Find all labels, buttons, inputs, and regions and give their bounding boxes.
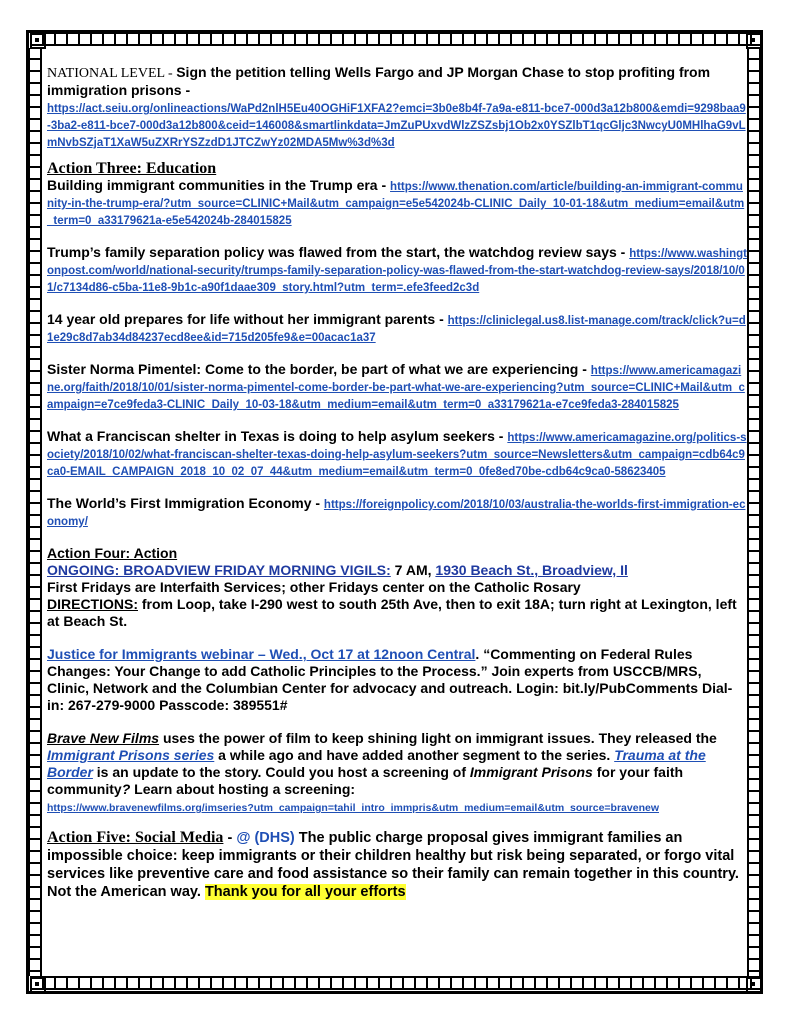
education-item-link[interactable]: https://www.thenation.com/article/building-an-immigrant-community-in-the-trump-era/?utm_source=CLINIC+Mail&utm_campaign=e5e542024b-CLINIC_Daily_10-01-18&utm_medium=email&utm_term=0_a33179621a-e5e542024b-284015825 <box>47 181 745 227</box>
immigrant-prisons-title: Immigrant Prisons <box>469 764 593 780</box>
immigrant-prisons-series-link[interactable]: Immigrant Prisons series <box>47 747 215 763</box>
border-corner <box>746 977 762 993</box>
webinar-paragraph <box>47 646 747 714</box>
border-pattern-left <box>28 48 42 976</box>
directions-text: from Loop, take I-290 west to south 25th Ave, then to exit 18A; turn right at Lexington, left at Beach St. <box>47 596 737 629</box>
education-item-link[interactable]: https://www.americamagazine.org/politics-society/2018/10/02/what-franciscan-shelter-texas-doing-help-asylum-seekers?utm_source=Newsletters&utm_campaign=cdb64c9ca0-EMAIL_CAMPAIGN_2018_10_02_07_44&utm_medium=email&utm_term=0_0fe8ed70be-cdb64c9ca0-58623405 <box>47 432 747 478</box>
webinar-link[interactable]: Justice for Immigrants webinar – Wed., Oct 17 at 12noon Central <box>47 646 476 662</box>
border-pattern-bottom <box>30 976 761 990</box>
education-item-link[interactable]: https://foreignpolicy.com/2018/10/03/australia-the-worlds-first-immigration-economy/ <box>47 499 746 528</box>
action-five-text: The public charge proposal gives immigrant families an impossible choice: keep immigrants or their children healthy but risk being separated, or forgo vital services like preventive care and food assistance so their family can remain together in this country. Not the American way. <box>47 830 739 900</box>
vigil-note: First Fridays are Interfaith Services; other Fridays center on the Catholic Rosary <box>47 579 581 595</box>
border-corner <box>746 33 762 49</box>
border-pattern-right <box>747 48 761 976</box>
education-item-link[interactable]: https://cliniclegal.us8.list-manage.com/track/click?u=d1e29c8d7ab34d84237ecd8ee&id=715d205fe9&e=00acac1a37 <box>47 315 746 344</box>
national-level-label: NATIONAL LEVEL - <box>47 66 177 81</box>
brave-new-films-link[interactable]: https://www.bravenewfilms.org/imseries?utm_campaign=tahil_intro_immpris&utm_medium=email&utm_source=bravenew <box>47 802 659 814</box>
thank-you-highlight: Thank you for all your efforts <box>204 884 406 900</box>
education-item-title: Trump’s family separation policy was flawed from the start, the watchdog review says - <box>47 244 630 260</box>
bnf-question: ? <box>121 781 131 797</box>
petition-link[interactable]: https://act.seiu.org/onlineactions/WaPd2nlH5Eu40OGHiF1XFA2?emci=3b0e8b4f-7a9a-e811-bce7-000d3a12b800&emdi=9298baa9-3ba2-e811-bce7-000d3a12b800&ceid=146008&smartlinkdata=JmZuPUxvdWlzZSZsbj1Ob2x0YSZlbT1qcGljc3NwcyU0MHlhaG9vLmNvbSZjaT1XaW5uZXRrYSZzdD1JTCZwYz02MDA5Mw%3d%3d <box>47 103 746 149</box>
national-level-text: Sign the petition telling Wells Fargo and JP Morgan Chase to stop profiting from immigration prisons - <box>47 64 711 98</box>
education-item-title: The World’s First Immigration Economy - <box>47 495 324 511</box>
education-item <box>47 244 747 295</box>
education-item-link[interactable]: https://www.americamagazine.org/faith/2018/10/01/sister-norma-pimentel-come-border-be-part-what-we-are-experiencing?utm_source=CLINIC+Mail&utm_campaign=e7ce9feda3-CLINIC_Daily_10-03-18&utm_medium=email&utm_term=0_a33179621a-e7ce9feda3-284015825 <box>47 365 745 411</box>
action-five-section <box>47 829 747 901</box>
education-item <box>47 361 747 412</box>
bnf-text: is an update to the story. Could you host a screening of <box>92 764 470 780</box>
border-pattern-top <box>30 32 761 46</box>
dhs-handle: @ (DHS) <box>236 830 295 846</box>
education-item-title: Sister Norma Pimentel: Come to the border, be part of what we are experiencing - <box>47 361 591 377</box>
education-item <box>47 495 747 529</box>
action-five-heading: Action Five: Social Media <box>47 829 224 846</box>
directions-label: DIRECTIONS: <box>47 596 138 612</box>
vigil-link[interactable]: ONGOING: BROADVIEW FRIDAY MORNING VIGILS: <box>47 562 391 578</box>
border-corner <box>30 33 46 49</box>
border-corner <box>30 977 46 993</box>
action-four-section <box>47 545 747 630</box>
action-four-heading: Action Four: Action <box>47 545 178 561</box>
education-item-title: Building immigrant communities in the Trump era - <box>47 177 391 193</box>
education-item-title: 14 year old prepares for life without her immigrant parents - <box>47 311 448 327</box>
vigil-time: 7 AM, <box>390 562 436 578</box>
education-item <box>47 311 747 345</box>
action-three-heading: Action Three: Education <box>47 160 217 177</box>
bnf-text: for your faith community <box>47 764 684 797</box>
national-level-paragraph <box>47 64 747 150</box>
education-item <box>47 428 747 479</box>
vigil-address-link[interactable]: 1930 Beach St., Broadview, Il <box>435 562 628 578</box>
bnf-text: uses the power of film to keep shining light on immigrant issues. They released the <box>159 730 717 746</box>
action-five-dash: - <box>223 830 237 846</box>
bnf-text: a while ago and have added another segment to the series. <box>214 747 615 763</box>
education-item-link[interactable]: https://www.washingtonpost.com/world/national-security/trumps-family-separation-policy-was-flawed-from-the-start-watchdog-review-says/2018/10/01/c7134d86-c5ba-11e8-9b1c-a90f1daae309_story.html?utm_term=.efe3feed2c3d <box>47 248 747 294</box>
education-item <box>47 177 747 228</box>
bnf-name: Brave New Films <box>47 730 160 746</box>
document-body <box>47 64 747 901</box>
webinar-text: . “Commenting on Federal Rules Changes: Your Change to add Catholic Principles to the Process.” Join experts from USCCB/MRS, Clinic, Network and the Columbian Center for advocacy and outreach. Login: bit.ly/PubComments Dial-in: 267-279-9000 Passcode: 389551# <box>47 646 733 713</box>
bnf-text: Learn about hosting a screening: <box>130 781 356 797</box>
education-item-title: What a Franciscan shelter in Texas is doing to help asylum seekers - <box>47 428 508 444</box>
trauma-at-border-link[interactable]: Trauma at the Border <box>47 747 706 780</box>
brave-new-films-paragraph <box>47 730 747 815</box>
